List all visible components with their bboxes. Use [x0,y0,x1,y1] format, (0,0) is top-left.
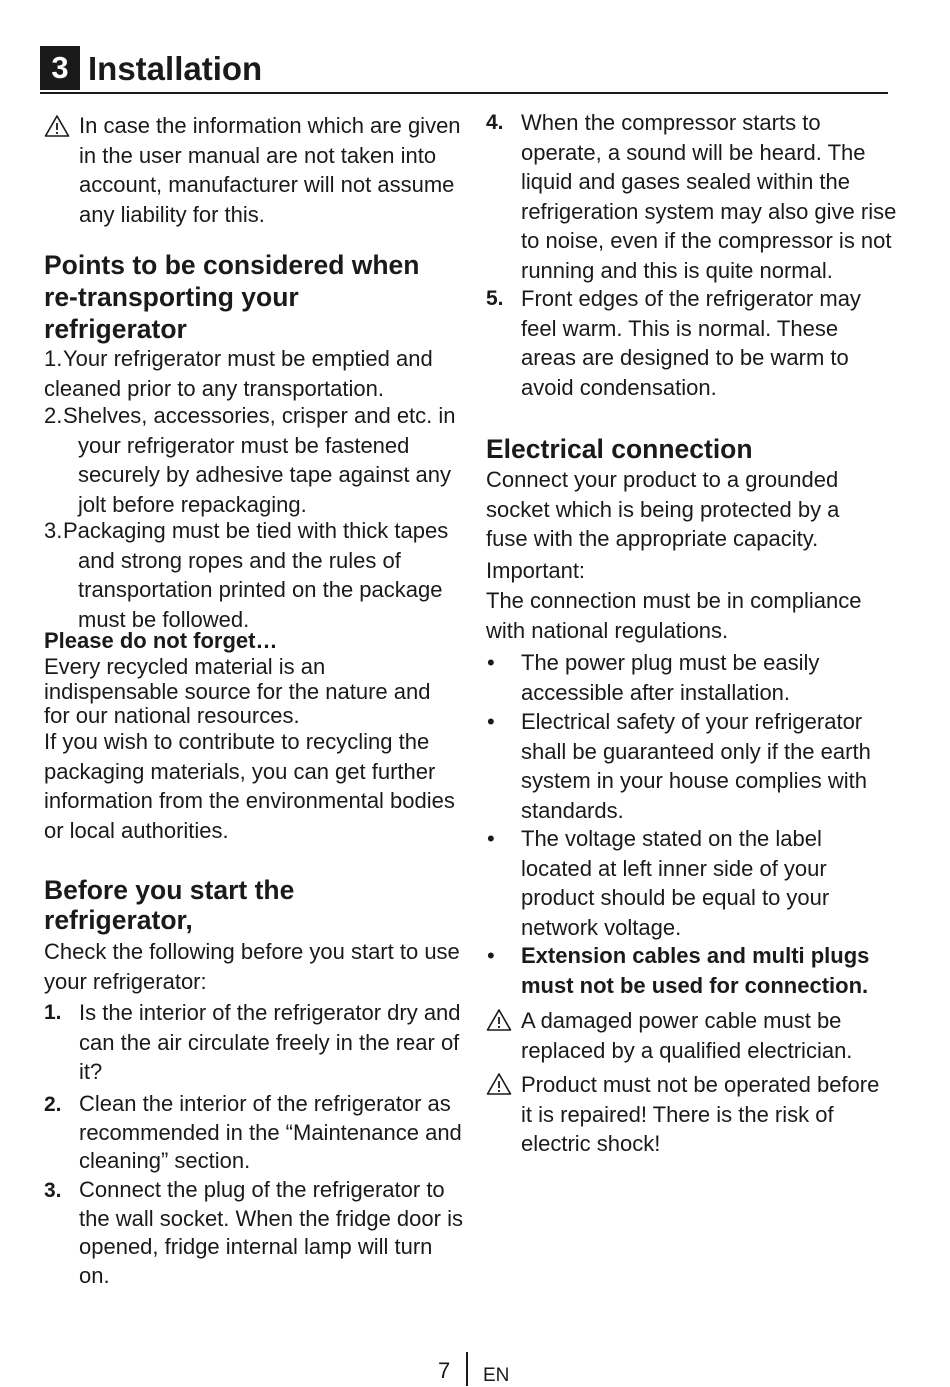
warning-triangle-icon [44,114,70,138]
list-item-number: 2. [44,403,63,428]
list-item-number: 5. [486,287,504,310]
recycle-text-1: Every recycled material is an indispensable source for the nature and for our national resources. [44,654,431,728]
list-item-number: 4. [486,111,504,134]
warning-text: A damaged power cable must be replaced by a qualified electrician. [521,1008,853,1063]
bullet-glyph: • [487,943,495,968]
transport-heading: Points to be considered when re-transporting your refrigerator [44,250,420,344]
chapter-title: Installation [88,50,263,87]
please-heading: Please do not forget… [44,628,278,653]
page-number: 7 [438,1358,451,1383]
important-label: Important: [486,558,586,583]
warning-text: Product must not be operated before it is repaired! There is the risk of electric shock! [521,1072,880,1156]
bullet-item-bold: Extension cables and multi plugs must not be used for connection. [521,943,870,998]
chapter-header [40,46,888,94]
list-item: Your refrigerator must be emptied and cleaned prior to any transportation. [44,346,433,401]
bullet-glyph: • [487,709,495,734]
important-text: The connection must be in compliance with national regulations. [486,588,862,643]
list-item-number: 1. [44,1001,62,1024]
electrical-heading: Electrical connection [486,434,753,464]
list-item: Front edges of the refrigerator may feel warm. This is normal. These areas are designed to be warm to avoid condensation. [521,286,861,400]
list-item: Packaging must be tied with thick tapes and strong ropes and the rules of transportation printed on the package must be followed. [63,518,449,632]
list-item-number: 2. [44,1093,62,1116]
list-item: Shelves, accessories, crisper and etc. in your refrigerator must be fastened securely by adhesive tape against any jolt before repackaging. [63,403,456,517]
language-code: EN [483,1365,510,1386]
warning-triangle-icon [486,1008,512,1032]
footer-divider [466,1352,468,1386]
bullet-item: The power plug must be easily accessible after installation. [521,650,820,705]
list-item: Connect the plug of the refrigerator to the wall socket. When the fridge door is opened, fridge internal lamp will turn on. [79,1177,463,1288]
bullet-glyph: • [487,650,495,675]
intro-warning-text: In case the information which are given in the user manual are not taken into account, manufacturer will not assume any liability for this. [79,113,461,227]
list-item: When the compressor starts to operate, a sound will be heard. The liquid and gases sealed within the refrigeration system may also give rise to noise, even if the compressor is not running and this is quite normal. [521,110,897,283]
chapter-number: 3 [40,46,80,90]
list-item: Clean the interior of the refrigerator as recommended in the “Maintenance and cleaning” section. [79,1091,462,1173]
list-item: Is the interior of the refrigerator dry and can the air circulate freely in the rear of it? [79,1000,461,1084]
bullet-item: Electrical safety of your refrigerator shall be guaranteed only if the earth system in your house complies with standards. [521,709,871,823]
before-intro: Check the following before you start to use your refrigerator: [44,939,460,994]
warning-triangle-icon [486,1072,512,1096]
list-item-number: 3. [44,1179,62,1202]
electrical-intro: Connect your product to a grounded socket which is being protected by a fuse with the appropriate capacity. [486,467,840,551]
list-item-number: 1. [44,346,63,371]
recycle-text-2: If you wish to contribute to recycling the packaging materials, you can get further information from the environmental bodies or local authorities. [44,729,455,843]
bullet-glyph: • [487,826,495,851]
list-item-number: 3. [44,518,63,543]
bullet-item: The voltage stated on the label located at left inner side of your product should be equal to your network voltage. [521,826,830,940]
before-heading: Before you start the refrigerator, [44,875,295,935]
